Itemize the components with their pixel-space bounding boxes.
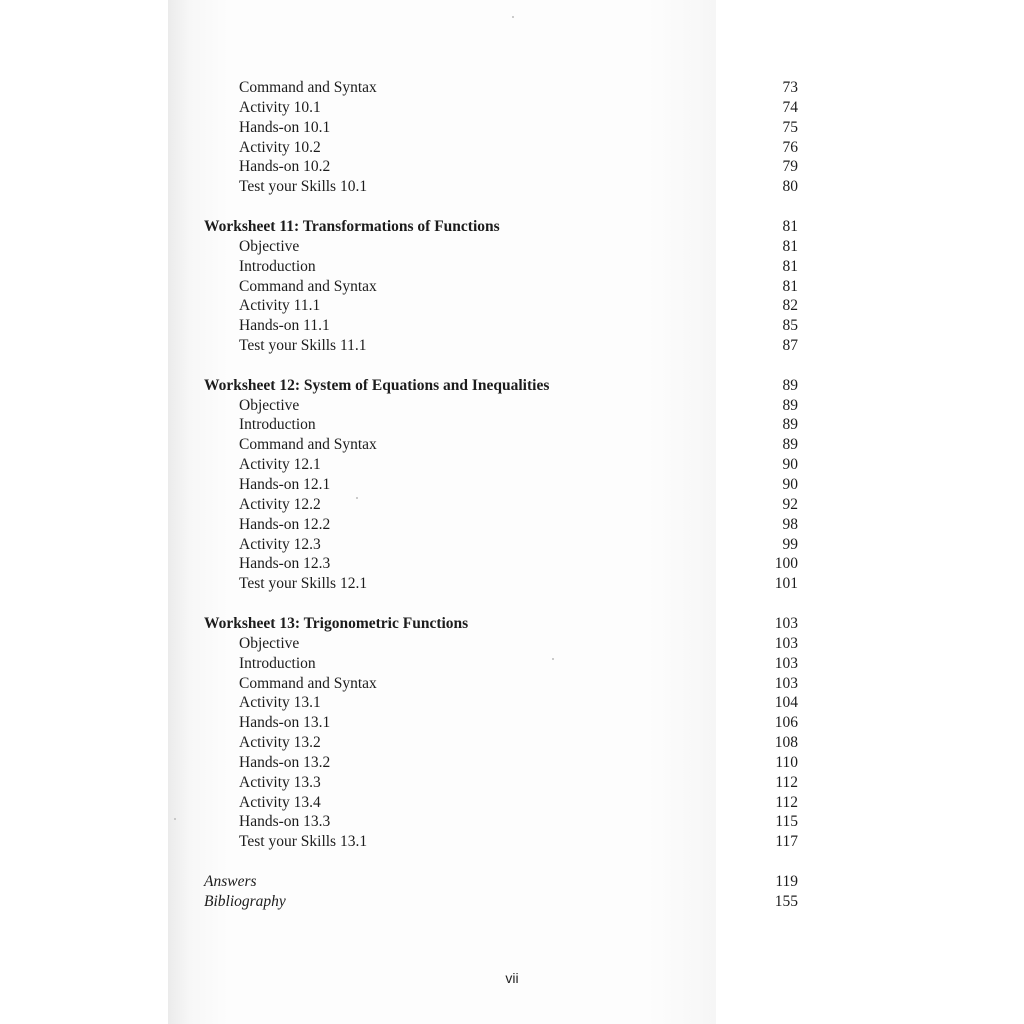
toc-entry xyxy=(0,237,1024,257)
entry-page-number: 90 xyxy=(782,456,798,474)
entry-title: Activity 11.1 xyxy=(239,297,321,315)
entry-page-number: 119 xyxy=(775,873,798,890)
entry-title: Hands-on 13.1 xyxy=(239,714,331,732)
entry-title: Activity 13.3 xyxy=(239,773,321,791)
toc-entry xyxy=(0,674,1024,694)
entry-title: Test your Skills 13.1 xyxy=(239,833,368,851)
entry-title: Worksheet 11: Transformations of Functions xyxy=(204,217,500,235)
entry-page-number: 112 xyxy=(775,773,798,791)
entry-page-number: 73 xyxy=(782,79,798,96)
entry-page-number: 108 xyxy=(774,734,798,752)
back-matter-entry xyxy=(0,892,1024,912)
toc-entry xyxy=(0,713,1024,733)
entry-page-number: 104 xyxy=(774,694,798,712)
entry-title: Hands-on 10.1 xyxy=(239,118,331,136)
page-number-folio: vii xyxy=(505,970,519,986)
toc-entry xyxy=(0,336,1024,356)
toc-entry xyxy=(0,316,1024,336)
toc-entry xyxy=(0,634,1024,654)
entry-title: Command and Syntax xyxy=(239,79,377,96)
entry-page-number: 81 xyxy=(782,237,798,255)
toc-entry xyxy=(0,257,1024,277)
entry-page-number: 103 xyxy=(774,614,798,632)
entry-page-number: 99 xyxy=(782,535,798,553)
toc-entry xyxy=(0,296,1024,316)
entry-title: Activity 13.2 xyxy=(239,734,321,752)
entry-page-number: 89 xyxy=(782,396,798,414)
entry-title: Activity 10.2 xyxy=(239,138,321,156)
toc-entry xyxy=(0,554,1024,574)
back-matter-entry xyxy=(0,872,1024,892)
entry-page-number: 81 xyxy=(782,217,798,235)
toc-entry xyxy=(0,475,1024,495)
toc-entry xyxy=(0,574,1024,594)
entry-page-number: 85 xyxy=(782,317,798,335)
entry-page-number: 76 xyxy=(782,138,798,156)
entry-title: Hands-on 10.2 xyxy=(239,158,331,176)
toc-entry xyxy=(0,118,1024,138)
toc-entry xyxy=(0,773,1024,793)
worksheet-heading xyxy=(0,217,1024,237)
entry-page-number: 103 xyxy=(774,674,798,692)
toc-entry xyxy=(0,753,1024,773)
toc-entry xyxy=(0,455,1024,475)
entry-title: Activity 10.1 xyxy=(239,98,321,116)
worksheet-heading xyxy=(0,376,1024,396)
entry-title: Bibliography xyxy=(204,892,286,910)
entry-title: Activity 13.1 xyxy=(239,694,321,712)
entry-page-number: 117 xyxy=(775,833,798,851)
entry-page-number: 106 xyxy=(774,714,798,732)
toc-entry xyxy=(0,98,1024,118)
entry-page-number: 75 xyxy=(782,118,798,136)
entry-title: Answers xyxy=(204,873,257,890)
entry-title: Hands-on 13.3 xyxy=(239,813,331,831)
toc-entry xyxy=(0,654,1024,674)
entry-page-number: 110 xyxy=(775,753,798,771)
entry-page-number: 81 xyxy=(782,277,798,295)
entry-title: Introduction xyxy=(239,654,316,672)
entry-title: Activity 13.4 xyxy=(239,793,321,811)
entry-title: Introduction xyxy=(239,416,316,434)
entry-page-number: 74 xyxy=(782,98,798,116)
toc-entry xyxy=(0,177,1024,197)
entry-page-number: 155 xyxy=(774,892,798,910)
toc-entry xyxy=(0,78,1024,98)
entry-title: Activity 12.1 xyxy=(239,456,321,474)
entry-page-number: 89 xyxy=(782,376,798,394)
toc-entry xyxy=(0,157,1024,177)
toc-entry xyxy=(0,515,1024,535)
toc-entry xyxy=(0,396,1024,416)
entry-title: Hands-on 12.3 xyxy=(239,555,331,573)
toc-entry xyxy=(0,415,1024,435)
entry-page-number: 98 xyxy=(782,515,798,533)
entry-title: Objective xyxy=(239,237,300,255)
entry-title: Hands-on 12.1 xyxy=(239,476,331,493)
entry-page-number: 89 xyxy=(782,416,798,434)
entry-title: Test your Skills 12.1 xyxy=(239,575,368,593)
entry-page-number: 112 xyxy=(775,793,798,811)
entry-title: Introduction xyxy=(239,257,316,275)
entry-page-number: 100 xyxy=(774,555,798,573)
toc-entry xyxy=(0,495,1024,515)
entry-title: Test your Skills 10.1 xyxy=(239,178,368,196)
toc-entry xyxy=(0,138,1024,158)
toc-entry xyxy=(0,812,1024,832)
toc-entry xyxy=(0,832,1024,852)
entry-page-number: 89 xyxy=(782,436,798,454)
entry-title: Activity 12.2 xyxy=(239,495,321,513)
entry-title: Command and Syntax xyxy=(239,674,377,692)
toc-entry xyxy=(0,693,1024,713)
toc-entry xyxy=(0,535,1024,555)
entry-page-number: 103 xyxy=(774,634,798,652)
entry-page-number: 82 xyxy=(782,297,798,315)
entry-title: Activity 12.3 xyxy=(239,535,321,553)
entry-title: Objective xyxy=(239,634,300,652)
entry-title: Command and Syntax xyxy=(239,436,377,454)
toc-entry xyxy=(0,435,1024,455)
entry-page-number: 90 xyxy=(782,476,798,493)
entry-title: Worksheet 13: Trigonometric Functions xyxy=(204,614,469,632)
entry-page-number: 92 xyxy=(782,495,798,513)
entry-title: Hands-on 13.2 xyxy=(239,753,331,771)
entry-page-number: 115 xyxy=(775,813,798,831)
entry-title: Hands-on 11.1 xyxy=(239,317,330,335)
entry-page-number: 101 xyxy=(774,575,798,593)
entry-page-number: 103 xyxy=(774,654,798,672)
worksheet-heading xyxy=(0,614,1024,634)
entry-page-number: 80 xyxy=(782,178,798,196)
entry-title: Hands-on 12.2 xyxy=(239,515,331,533)
entry-title: Test your Skills 11.1 xyxy=(239,337,367,355)
toc-entry xyxy=(0,733,1024,753)
entry-title: Objective xyxy=(239,396,300,414)
toc-entry xyxy=(0,793,1024,813)
entry-page-number: 81 xyxy=(782,257,798,275)
entry-page-number: 79 xyxy=(782,158,798,176)
toc-entry xyxy=(0,277,1024,297)
entry-title: Worksheet 12: System of Equations and Inequalities xyxy=(204,376,550,394)
entry-title: Command and Syntax xyxy=(239,277,377,295)
entry-page-number: 87 xyxy=(782,337,798,355)
